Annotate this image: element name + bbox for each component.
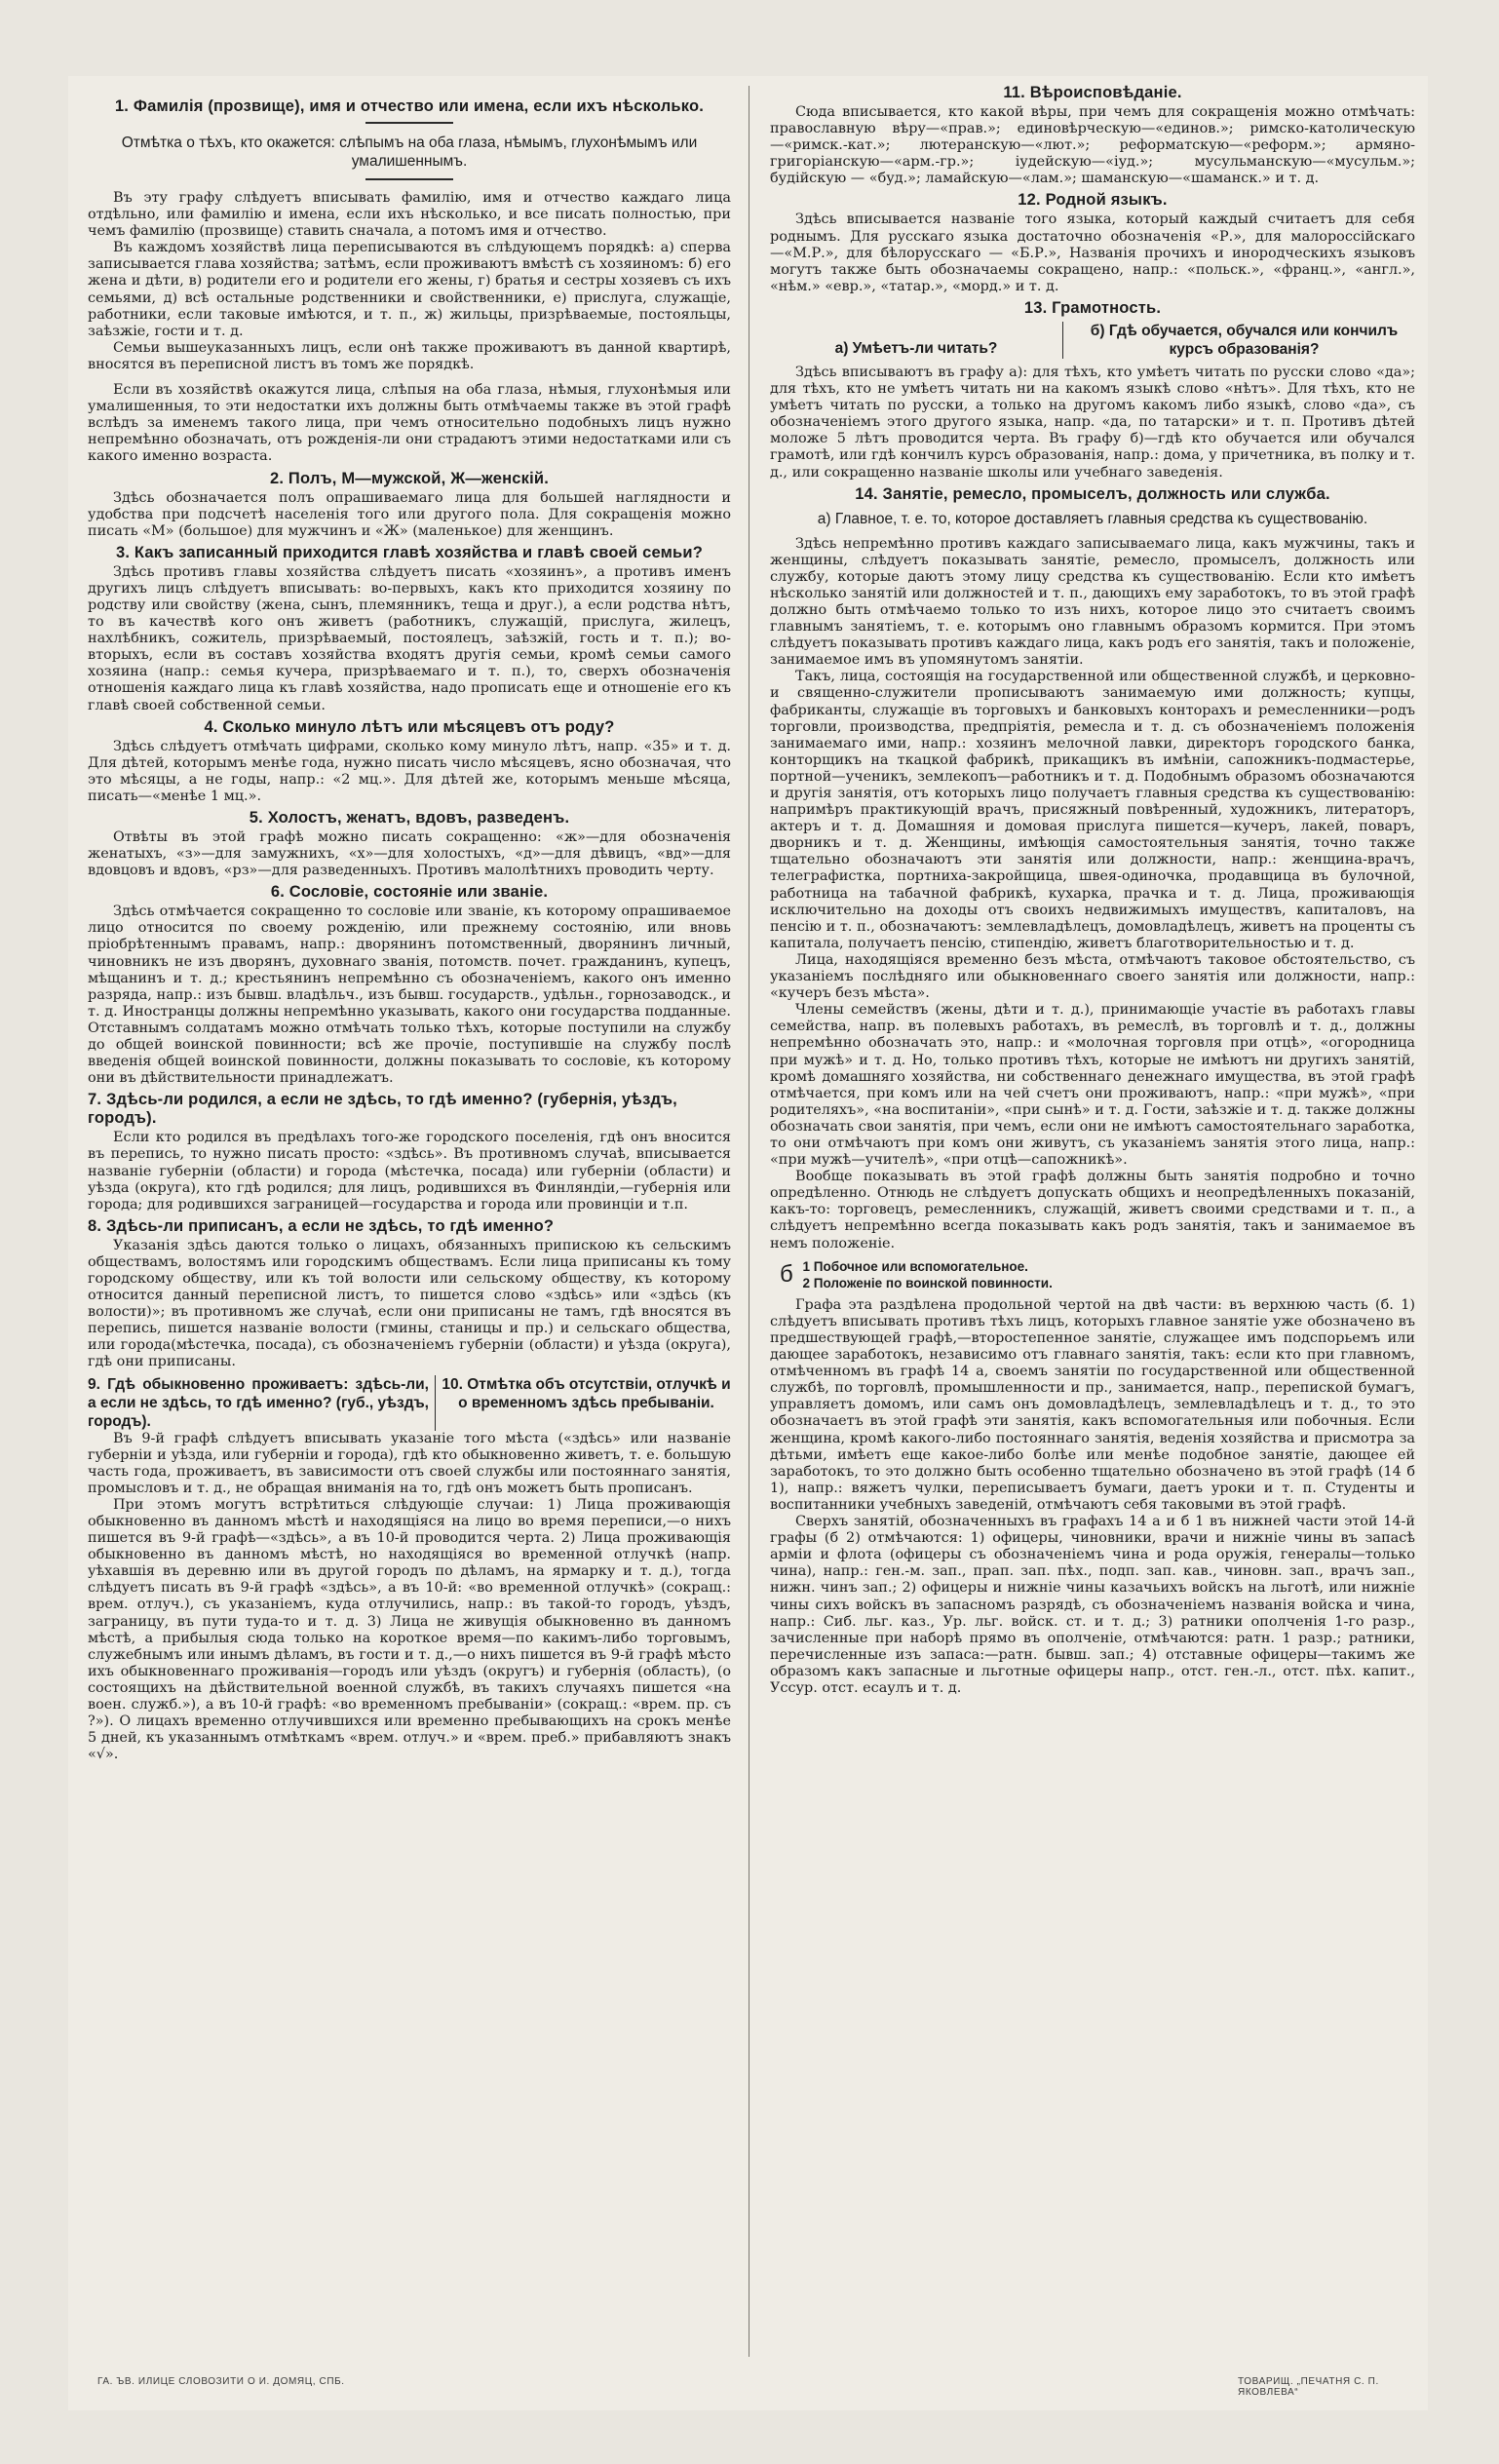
section-13-title: 13. Грамотность. [1023, 298, 1162, 317]
paragraph: Въ каждомъ хозяйствѣ лица переписываются въ слѣдующемъ порядкѣ: а) сперва записывается глава хозяйства; затѣмъ, если проживаютъ вмѣстѣ съ хозяиномъ: б) его жена и дѣти, в) родители его и родители его жены, г) братья и сестры хозяевъ съ ихъ семьями, д) всѣ остальные родственники и свойственники, е) прислуга, служащіе, работники, если таковые имѣются, и т. п., ж) жильцы, призрѣваемые, постояльцы, заѣзжіе, гости и т. д. [88, 240, 731, 339]
section-12-title: 12. Родной языкъ. [1018, 191, 1168, 210]
column-divider [749, 86, 750, 2357]
section-6-title: 6. Сословіе, состояніе или званіе. [270, 883, 549, 902]
section-rule [365, 122, 453, 124]
section-8-title: 8. Здѣсь-ли приписанъ, а если не здѣсь, то гдѣ именно? [88, 1216, 555, 1235]
paragraph: Семьи вышеуказанныхъ лицъ, если онѣ также проживаютъ въ данной квартирѣ, вносятся въ переписной листъ въ томъ же порядкѣ. [88, 339, 731, 372]
section-11-title: 11. Вѣроисповѣданіе. [1003, 84, 1182, 101]
section-1-title: 1. Фамилія (прозвище), имя и отчество или имена, если ихъ нѣсколько. [114, 97, 705, 115]
paragraph: Здѣсь обозначается полъ опрашиваемаго лица для большей наглядности и удобства при подсчетѣ населенія того или другого пола. Для сокращенія можно писать «М» (большое) для мужчинъ и «Ж» (маленькое) для женщинъ. [88, 489, 731, 539]
paragraph: Лица, находящіяся временно безъ мѣста, отмѣчаютъ таковое обстоятельство, съ указаніемъ послѣдняго или обыкновеннаго своего занятія или должности, напр.: «кучеръ безъ мѣста». [770, 951, 1415, 1002]
paragraph: При этомъ могутъ встрѣтиться слѣдующіе случаи: 1) Лица проживающія обыкновенно въ данномъ мѣстѣ и находящіяся на лицо во время переписи,—о нихъ пишется въ 9-й графѣ—«здѣсь», а въ 10-й проводится черта. 2) Лица проживающія обыкновенно въ данномъ мѣстѣ, но находящіяся во временной отлучкѣ (напр. уѣхавшія въ деревню или въ другой городъ по дѣламъ, на ярмарку и т. д.), тогда слѣдуетъ писать въ 9-й графѣ «здѣсь», а въ 10-й: «во временной отлучкѣ» (сокращ.: врем. отлуч.), съ указаніемъ, куда отлучились, напр.: въ такой-то городъ, уѣздъ, заграницу, въ пути туда-то и т. д. 3) Лица не живущія обыкновенно въ данномъ мѣстѣ, а прибылыя сюда только на короткое время—по какимъ-либо торговымъ, служебнымъ или инымъ дѣламъ, въ гости и т. д.,—о нихъ пишется въ 9-й графѣ мѣсто ихъ обыкновеннаго проживанія—городъ или уѣздъ (округъ) и губернія (область), (о состоящихъ на дѣйствительной военной службѣ, въ такихъ случаяхъ пишется «на воен. служб.»), а въ 10-й графѣ: «во временномъ пребываніи» (сокращ.: «врем. пр. съ ?»). О лицахъ временно отлучившихся или временно пребывающихъ на срокъ менѣе 5 дней, къ указаннымъ отмѣткамъ «врем. отлуч.» и «врем. преб.» прибавляютъ знакъ «√». [88, 1496, 731, 1763]
paragraph: Здѣсь непремѣнно противъ каждаго записываемаго лица, какъ мужчины, такъ и женщины, слѣдуетъ показывать занятіе, ремесло, промыселъ, должность или службу, которые даютъ этому лицу средства къ существованію. Если кто имѣетъ нѣсколько занятій или должностей и т. п., дающихъ ему заработокъ, то въ этой графѣ должно быть отмѣчаемо только то изъ нихъ, которое лицо это считаетъ своимъ главнымъ занятіемъ, т. е. которымъ оно главнымъ образомъ кормится. При этомъ слѣдуетъ показывать противъ каждаго лица, какъ родъ его занятія, такъ и положеніе, занимаемое имъ въ упомянутомъ занятіи. [770, 535, 1415, 669]
section-2-title: 2. Полъ, М—мужской, Ж—женскій. [269, 469, 550, 487]
section-14b-header [780, 1258, 1415, 1291]
printer-note-left: ГА. ЪВ. ИЛИЦЕ СЛОВОЗИТИ О И. ДОМЯЦ, СПБ. [97, 2376, 345, 2387]
paragraph: Здѣсь отмѣчается сокращенно то сословіе или званіе, къ которому опрашиваемое лицо относится по своему рожденію, или прежнему состоянію, или вновь пріобрѣтеннымъ правамъ, напр.: дворянинъ потомственный, дворянинъ личный, чиновникъ не изъ дворянъ, духовнаго званія, потомств. почет. гражданинъ, купецъ, мѣщанинъ и т. д.; крестьянинъ непремѣнно съ обозначеніемъ, какого онъ именно разряда, напр.: изъ бывш. владѣльч., изъ бывш. государств., удѣльн., горнозаводск., и т. д. Иностранцы должны непремѣнно указывать, какого они государства подданные. Отставнымъ солдатамъ можно отмѣчать только тѣхъ, которые поступили на службу до общей воинской повинности; всѣ же прочіе, поступившіе на службу послѣ введенія общей воинской повинности, должны показывать то сословіе, къ которому они въ дѣйствительности принадлежатъ. [88, 904, 731, 1087]
census-instruction-page [68, 76, 1428, 2410]
paragraph: Указанія здѣсь даются только о лицахъ, обязанныхъ припискою къ сельскимъ обществамъ, волостямъ или городскимъ обществамъ. Если лица приписаны къ тому городскому обществу, или къ той волости или сельскому обществу, къ которому относится данный переписной листъ, то пишется слово «здѣсь» или «здѣсь (къ волости)»; въ противномъ же случаѣ, если они приписаны не тамъ, гдѣ вносятся въ перепись, пишется названіе волости (гмины, станицы и пр.) и сельскаго общества, или города(мѣстечка, посада), съ обозначеніемъ губерніи (области) и уѣзда (округа), гдѣ они приписаны. [88, 1237, 731, 1370]
printer-note-right: ТОВАРИЩ. „ПЕЧАТНЯ С. П. ЯКОВЛЕВА“ [1238, 2376, 1379, 2398]
left-column [88, 76, 731, 1763]
paragraph: Въ эту графу слѣдуетъ вписывать фамилію, имя и отчество каждаго лица отдѣльно, или фамилію и имена, если ихъ нѣсколько, и все писать полностью, при чемъ фамилію (прозвище) ставить сначала, а потомъ имя и отчество. [88, 190, 731, 240]
section-5-title: 5. Холостъ, женатъ, вдовъ, разведенъ. [249, 809, 570, 827]
section-9-title: 9. Гдѣ обыкновенно проживаетъ: здѣсь-ли, а если не здѣсь, то гдѣ именно? (губ., уѣздъ, городъ). [88, 1375, 436, 1431]
paragraph: Сверхъ занятій, обозначенныхъ въ графахъ 14 а и б 1 въ нижней части этой 14-й графы (б 2) отмѣчаются: 1) офицеры, чиновники, врачи и нижніе чины въ запасѣ арміи и флота (офицеры съ обозначеніемъ чина и рода оружія, генералы—только чина), напр.: ген.-м. зап., прап. зап. пѣх., подп. зап. кав., чиновн. зап., врачъ зап., нижн. чинъ зап.; 2) офицеры и нижніе чины казачьихъ войскъ на льготѣ, или нижніе чины сихъ войскъ въ запасномъ разрядѣ, съ обозначеніемъ названія войска и чина, напр.: Сиб. льг. каз., Ур. льг. войск. ст. и т. д.; 3) ратники ополченія 1-го разр., зачисленные при наборѣ прямо въ ополченіе, отмѣчаются: ратн. 1 разр.; ратники, перечисленные изъ запаса:—ратн. бывш. зап.; 4) отставные офицеры—такимъ же образомъ какъ запасные и льготные офицеры напр., отст. ген.-л., отст. пѣх. капит., Уссур. отст. есаулъ и т. д. [770, 1514, 1415, 1696]
section-9-10-header [88, 1375, 731, 1431]
paragraph: Сюда вписывается, кто какой вѣры, при чемъ для сокращенія можно отмѣчать: православную вѣру—«прав.»; единовѣрческую—«единов.»; римско-католическую—«римск.-кат.»; лютеранскую—«лют.»; реформатскую—«реформ.»; армяно-григоріанскую—«арм.-гр.»; іудейскую—«іуд.»; мусульманскую—«мусульм.»; будійскую — «буд.»; ламайскую—«лам.»; шаманскую—«шаманск.» и т. д. [770, 104, 1415, 187]
section-3-title: 3. Какъ записанный приходится главѣ хозяйства и главѣ своей семьи? [115, 543, 704, 561]
section-14b-letter: б [780, 1261, 793, 1289]
paragraph: Здѣсь вписывается названіе того языка, который каждый считаетъ для себя роднымъ. Для русскаго языка достаточно обозначенія «Р.», для малороссійскаго—«М.Р.», для бѣлорусскаго — «Б.Р.», Названія прочихъ и инородческихъ языковъ могутъ также быть обозначаемы сокращено, напр.: «польск.», «франц.», «англ.», «нѣм.» «евр.», «татар.», «морд.» и т. д. [770, 212, 1415, 294]
section-7-title: 7. Здѣсь-ли родился, а если не здѣсь, то гдѣ именно? (губернія, уѣздъ, городъ). [88, 1091, 677, 1128]
paragraph: Графа эта раздѣлена продольной чертой на двѣ части: въ верхнюю часть (б. 1) слѣдуетъ вписывать противъ тѣхъ лицъ, которыхъ главное занятіе уже обозначено въ предшествующей графѣ,—второстепенное занятіе, служащее имъ подспорьемъ или дающее заработокъ, независимо отъ главнаго занятія, такъ: если кто при главномъ, отмѣченномъ въ графѣ 14 а, своемъ занятіи по государственной или общественной службѣ, по торговлѣ, промышленности и пр., занимается, напр., перепиской бумагъ, управляетъ домомъ, или самъ онъ домовладѣлецъ, землевладѣлецъ и т. д., то это обозначаетъ въ этой графѣ эти занятія, какъ вспомогательныя или побочныя. Если женщина, кромѣ какого-либо постояннаго занятія, веденія хозяйства и присмотра за дѣтьми, имѣетъ еще какое-либо болѣе или менѣе подобное занятіе, дающее ей заработокъ, то это должно быть особенно тщательно обозначено въ этой графѣ (14 б 1), напр.: вяжетъ чулки, переписываетъ бумаги, даетъ уроки и т. п. Студенты и воспитанники учебныхъ заведеній, отмѣчаютъ себя таковыми въ этой графѣ. [770, 1296, 1415, 1513]
section-10-title: 10. Отмѣтка объ отсутствіи, отлучкѣ и о временномъ здѣсь пребываніи. [442, 1375, 731, 1411]
section-1-subtitle: Отмѣтка о тѣхъ, кто окажется: слѣпымъ на оба глаза, нѣмымъ, глухонѣмымъ или умалишеннымъ. [121, 135, 698, 170]
paragraph: Вообще показывать въ этой графѣ должны быть занятія подробно и точно опредѣленно. Отнюдь не слѣдуетъ допускать общихъ и неопредѣленныхъ показаній, какъ-то: торговецъ, ремесленникъ, служащій, живетъ своими средствами и т. п., а слѣдуетъ непремѣнно всегда показывать какъ родъ занятія, такъ и занимаемое въ немъ положеніе. [770, 1169, 1415, 1251]
section-14-title: 14. Занятіе, ремесло, промыселъ, должность или служба. [855, 484, 1330, 503]
paragraph: Въ 9-й графѣ слѣдуетъ вписывать указаніе того мѣста («здѣсь» или названіе губерніи и уѣзда, или губерніи и города), гдѣ кто обыкновенно живетъ, т. е. большую часть года, проживаетъ, въ зависимости отъ своей службы или постояннаго занятія, промысловъ и т. д., не обращая вниманія на то, гдѣ онъ можетъ быть прописанъ. [88, 1430, 731, 1496]
section-14b-1-title: 1 Побочное или вспомогательное. [802, 1258, 1028, 1274]
paragraph: Члены семействъ (жены, дѣти и т. д.), принимающіе участіе въ работахъ главы семейства, напр. въ полевыхъ работахъ, въ ремеслѣ, въ торговлѣ и т. д., должны непремѣнно обозначать это, напр.: и «молочная торговля при отцѣ», «огородница при мужѣ» и т. д. Но, только противъ тѣхъ, которые не имѣютъ ни другихъ занятій, кромѣ домашняго хозяйства, ни собственнаго денежнаго имущества, въ этой графѣ отмѣчается, при комъ или на чей счетъ они проживаютъ, напр.: «при мужѣ», «при родителяхъ», «на воспитаніи», «при сынѣ» и т. д. Гости, заѣзжіе и т. д. также должны обозначать свои занятія, при чемъ, если они не имѣютъ самостоятельнаго заработка, то они отмѣчаютъ при комъ они живутъ, съ указаніемъ занятія этого лица, напр.: «при мужѣ—учителѣ», «при отцѣ—сапожникѣ». [770, 1002, 1415, 1169]
section-4-title: 4. Сколько минуло лѣтъ или мѣсяцевъ отъ роду? [204, 717, 615, 736]
paragraph: Если въ хозяйствѣ окажутся лица, слѣпыя на оба глаза, нѣмыя, глухонѣмыя или умалишенныя, то эти недостатки ихъ должны быть отмѣчаемы также въ этой графѣ вслѣдъ за именемъ такого лица, при чемъ относительно подобныхъ лицъ нужно непремѣнно обозначать, отъ рожденія-ли они страдаютъ этими недостатками или съ какого именно возраста. [88, 382, 731, 465]
section-rule [365, 178, 453, 180]
section-13-columns [770, 322, 1415, 359]
paragraph: Здѣсь слѣдуетъ отмѣчать цифрами, сколько кому минуло лѣтъ, напр. «35» и т. д. Для дѣтей, которымъ менѣе года, нужно писать число мѣсяцевъ, ясно обозначая, что это мѣсяцы, а не годы, напр.: «2 мц.». Для дѣтей же, которымъ меньше мѣсяца, писать—«менѣе 1 мц.». [88, 738, 731, 804]
paragraph: Такъ, лица, состоящія на государственной или общественной службѣ, и церковно-и священно-служители прописываютъ занимаемую ими должность; купцы, фабриканты, служащіе въ торговыхъ и банковыхъ конторахъ и ремесленники—родъ торговли, производства, предпріятія, ремесла и т. д. съ обозначеніемъ положенія занимаемаго ими, напр.: хозяинъ мелочной лавки, директоръ городского банка, конторщикъ на ткацкой фабрикѣ, прикащикъ въ имѣніи, сапожникъ-подмастерье, портной—ученикъ, землекопъ—работникъ и т. д. Подобнымъ образомъ обозначаются и другія занятія, отъ которыхъ лицо получаетъ главныя средства къ существованію: напримѣръ практикующій врачъ, присяжный повѣренный, художникъ, литераторъ, актеръ и т. д. Домашняя и домовая прислуга пишется—кучеръ, лакей, поваръ, дворникъ и т. д. Женщины, имѣющія самостоятельныя занятія, точно также тщательно обозначаютъ эти занятія или должности, напр.: женщина-врачъ, телеграфистка, портниха-закройщица, швея-одиночка, продавщица въ булочной, работница на табачной фабрикѣ, кухарка, прачка и т. д. Лица, проживающія исключительно на доходы отъ своихъ недвижимыхъ имуществъ, капиталовъ, на пенсію и т. п., обозначаютъ: землевладѣлецъ, домовладѣлецъ, живетъ на проценты съ капитала, получаетъ пенсію, стипендію, живетъ благотворительностью и т. д. [770, 669, 1415, 951]
paragraph: Здѣсь вписываютъ въ графу а): для тѣхъ, кто умѣетъ читать по русски слово «да»; для тѣхъ, кто не умѣетъ читать ни на какомъ языкѣ слово «нѣтъ». Для тѣхъ, кто не умѣетъ читать по русски, а только на другомъ какомъ либо языкѣ, слово «да», съ обозначеніемъ этого другого языка, напр. «да, по татарски» и т. п. Противъ дѣтей моложе 5 лѣтъ проводится черта. Въ графу б)—гдѣ кто обучается или обучался грамотѣ, или гдѣ кончилъ курсъ образованія, напр.: дома, у причетника, въ полку и т. д., или сокращенно названіе школы или учебнаго заведенія. [770, 364, 1415, 481]
right-column [770, 76, 1415, 1697]
paragraph: Отвѣты въ этой графѣ можно писать сокращенно: «ж»—для обозначенія женатыхъ, «з»—для замужнихъ, «х»—для холостыхъ, «д»—для дѣвицъ, «вд»—для вдовцовъ и вдовъ, «рз»—для разведенныхъ. Противъ малолѣтнихъ проводить черту. [88, 829, 731, 879]
section-14-subtitle: а) Главное, т. е. то, которое доставляетъ главныя средства къ существованію. [817, 510, 1368, 527]
section-14b-2-title: 2 Положеніе по воинской повинности. [802, 1275, 1053, 1290]
literacy-column-b: б) Гдѣ обучается, обучался или кончилъ курсъ образованія? [1062, 322, 1415, 359]
paragraph: Если кто родился въ предѣлахъ того-же городского поселенія, гдѣ онъ вносится въ перепись, то нужно писать просто: «здѣсь». Въ противномъ случаѣ, вписывается названіе губерніи (области) и города (мѣстечка, посада) или губерніи (области) и уѣзда (округа), кто гдѣ родился; для лицъ, родившихся въ Финляндіи,—губернія или города; для родившихся заграницей—государства и города или провинціи и т.п. [88, 1130, 731, 1213]
paragraph: Здѣсь противъ главы хозяйства слѣдуетъ писать «хозяинъ», а противъ именъ другихъ лицъ слѣдуетъ вписывать: во-первыхъ, какъ кто приходится хозяину по родству или свойству (жена, сынъ, племянникъ, теща и друг.), а если родства нѣтъ, то въ качествѣ кого онъ живетъ (работникъ, служащій, прислуга, жилецъ, нахлѣбникъ, сожитель, призрѣваемый, постоялецъ, заѣзжій, гость и т. п.); во-вторыхъ, если въ составъ хозяйства входятъ другія семьи, кромѣ семьи самого хозяина (напр.: семья кучера, призрѣваемаго и т. п.), то, сверхъ обозначенія отношенія каждаго лица къ главѣ хозяйства, надо прописать еще и отношеніе его къ главѣ своей собственной семьи. [88, 563, 731, 713]
literacy-column-a: а) Умѣетъ-ли читать? [834, 339, 998, 357]
